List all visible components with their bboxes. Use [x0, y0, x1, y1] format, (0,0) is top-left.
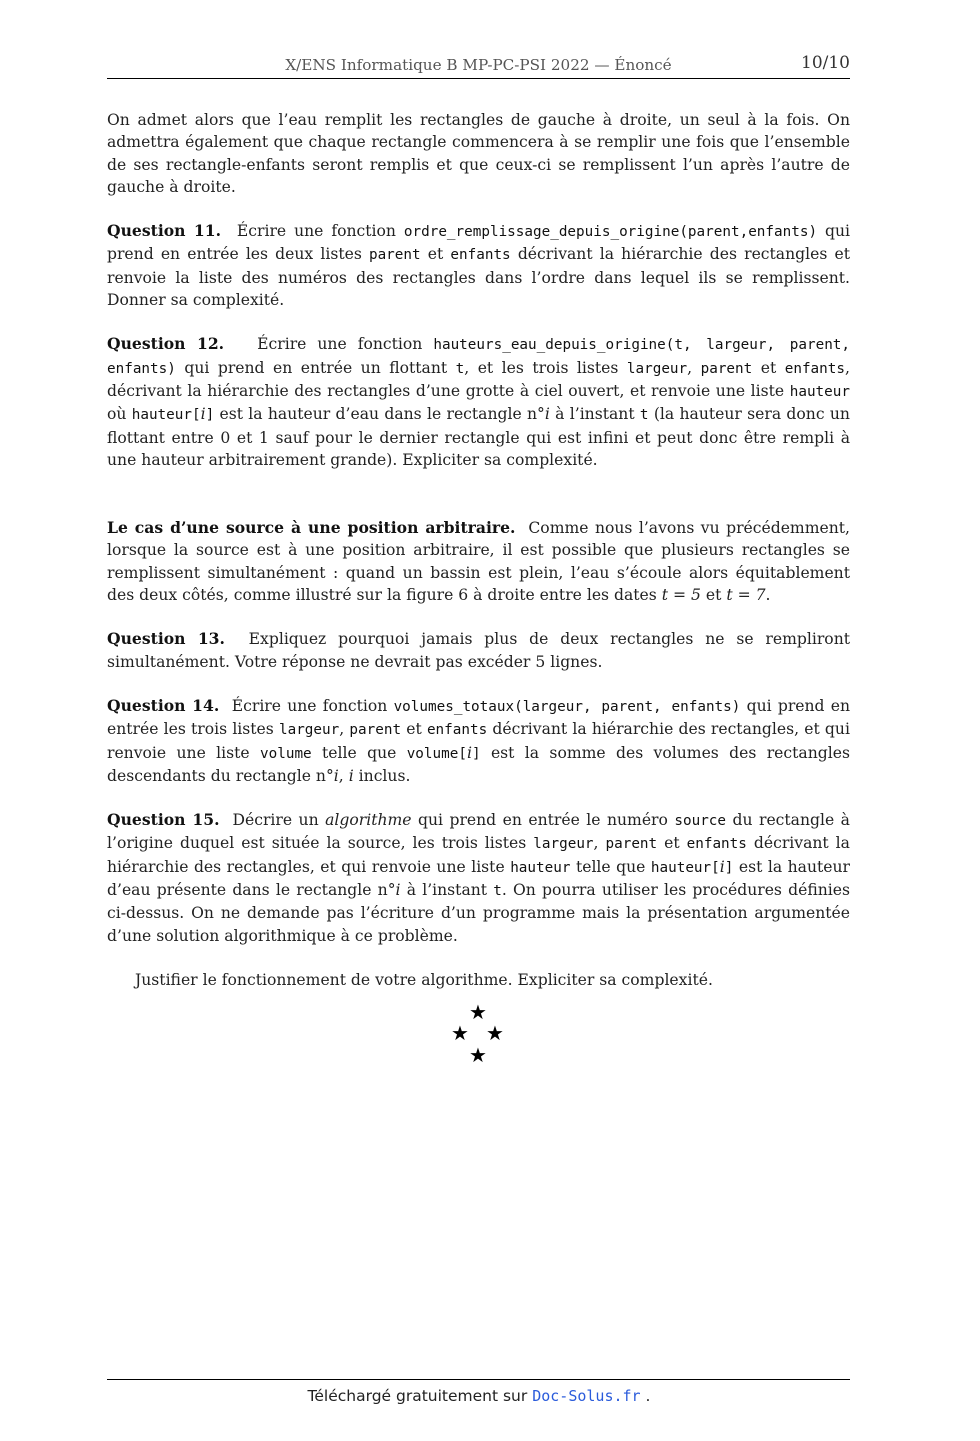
question-14-label: Question 14. — [107, 695, 220, 715]
footer-rule — [107, 1379, 850, 1380]
page-header — [107, 52, 850, 79]
page-body — [107, 109, 850, 991]
question-13-label: Question 13. — [107, 629, 225, 649]
question-14: Question 14. Écrire une fonction volumes_totaux(largeur, parent, enfants) qui prend en entrée les trois listes largeur, parent et enfants décrivant la hiérarchie des rectangles, et qui renvoie une liste volume telle que volume[i] est la somme des volumes des rectangles descendants du rectangle n°i, i inclus. — [107, 695, 851, 785]
question-15-label: Question 15. — [107, 810, 220, 830]
section-arbitrary-source: Le cas d’une source à une position arbitraire. Comme nous l’avons vu précédemment, lorsque la source est à une position arbitraire, il est possible que plusieurs rectangles se remplissent simultanément : quand un bassin est plein, l’eau s’écoule alors équitablement des deux côtés, comme illustré sur la figure 6 à droite entre les dates t = 5 et t = 7. — [107, 518, 850, 605]
page-number: 10/10 — [801, 53, 850, 73]
star-icon: ★ — [469, 1000, 487, 1024]
question-13: Question 13. Expliquez pourquoi jamais plus de deux rectangles ne se rempliront simultanément. Votre réponse ne devrait pas excéder 5 lignes. — [107, 629, 851, 671]
star-icon: ★ — [469, 1043, 487, 1067]
header-title: X/ENS Informatique B MP-PC-PSI 2022 — Énoncé — [285, 56, 672, 74]
question-12-label: Question 12. — [107, 334, 225, 354]
question-12: Question 12. Écrire une fonction hauteurs_eau_depuis_origine(t, largeur, parent, enfants) qui prend en entrée un flottant t, et les trois listes largeur, parent et enfants, décrivant la hiérarchie des rectangles d’une grotte à ciel ouvert, et renvoie une liste hauteur où hauteur[i] est la hauteur d’eau dans le rectangle n°i à l’instant t (la hauteur sera donc un flottant entre 0 et 1 sauf pour le dernier rectangle qui est infini et peut donc être rempli à une hauteur arbitrairement grande). Expliciter sa complexité. — [107, 334, 851, 469]
intro-paragraph: On admet alors que l’eau remplit les rectangles de gauche à droite, un seul à la fois. On admettra également que chaque rectangle commencera à se remplir une fois que l’ensemble de ses rectangle-enfants seront remplis et que ceux-ci se remplissent l’un après l’autre de gauche à droite. — [107, 111, 850, 196]
question-11-label: Question 11. — [107, 221, 222, 241]
footer-text: Téléchargé gratuitement sur — [307, 1387, 528, 1405]
question-11: Question 11. Écrire une fonction ordre_remplissage_depuis_origine(parent,enfants) qui prend en entrée les deux listes parent et enfants décrivant la hiérarchie des rectangles et renvoie la liste des numéros des rectangles dans l’ordre dans lequel ils se remplissent. Donner sa complexité. — [107, 221, 851, 310]
section-heading: Le cas d’une source à une position arbitraire. — [107, 518, 516, 538]
question-15: Question 15. Décrire un algorithme qui prend en entrée le numéro source du rectangle à l’origine duquel est située la source, les trois listes largeur, parent et enfants décrivant la hiérarchie des rectangles, et qui renvoie une liste hauteur telle que hauteur[i] est la hauteur d’eau présente dans le rectangle n°i à l’instant t. On pourra utiliser les procédures définies ci-dessus. On ne demande pas l’écriture d’un programme mais la présentation argumentée d’une solution algorithmique à ce problème. — [107, 810, 851, 945]
end-stars — [440, 1000, 520, 1070]
footer-suffix: . — [645, 1387, 651, 1405]
closing-paragraph: Justifier le fonctionnement de votre algorithme. Expliciter sa complexité. — [135, 970, 713, 989]
page-footer — [0, 1387, 958, 1405]
star-icon: ★ — [451, 1021, 469, 1045]
star-icon: ★ — [486, 1021, 504, 1045]
doc-solus-link[interactable]: Doc-Solus.fr — [532, 1387, 641, 1405]
